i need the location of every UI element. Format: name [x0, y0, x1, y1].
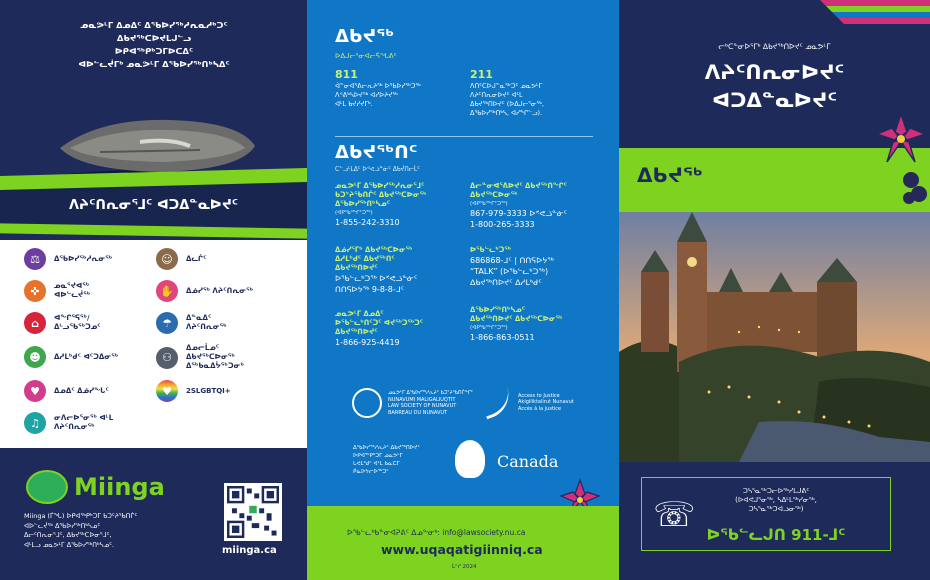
emergency-call-text: ᑐᓴᕐᓇᖅᑐᓕᐅᖅᓯᒪᒍᕕᑦ (ᐅᐊᕙᒍᕐᓂᖅ, ᓴᐃᒻᒪᖅᓯᓂᖅ, ᑐᓴᕐᓇᖅᑐᐊᓘᓂᖅ): [735, 487, 817, 513]
service-phone[interactable]: 686868-ᒧᑦ | ᑎᑎᕋᐅᔭᖅ “TALK” (ᐅᖃᓪᓚᒃᑐᖅ) ᐃᑲᔪᖅᑎᐅᔪᑦ ᐃᓱᒪᒃᑯᑦ: [470, 256, 554, 287]
scales-icon: ⚖: [24, 248, 46, 270]
services-subtitle: ᑕᓪᓗᒻᒪᐃᑦ ᐅᕝᕙᓘᓐᓃᑦ ᐃᑲᔫᑎᓕᒫᑦ: [335, 166, 420, 173]
heart-icon: ♥: [24, 380, 46, 402]
resource-label: ᐃᓐᓇᐃᑦ ᐱᔨᑦᑎᕆᓂᖅ: [186, 314, 227, 331]
resource-label: ᐃᓅᓯᖅ ᐱᔨᑦᑎᕆᓂᖅ: [186, 286, 253, 295]
resource-item: [156, 380, 286, 402]
law-society-logo: [352, 388, 473, 418]
resource-item: [156, 248, 286, 270]
resources-list: [0, 240, 307, 448]
berries-icon: [901, 168, 929, 208]
service-name: ᓄᓇᕗᒻᒥ ᐃᓄᐃᑦ ᐅᖃᓪᓚᒃᑎᑦᑐᑦ ᐊᔪᖅᑐᖅᑐᑦ ᐃᑲᔪᖅᑎᐅᔪᑦ: [335, 310, 424, 336]
help-subtitle: ᐅᐃᒍᓕᕐᓂᐊᓕᕌᖓᕕᑦ: [335, 52, 397, 60]
resources-title: ᐱᔨᑦᑎᕆᓂᕐᒧᑦ ᐊᑐᐃᓐᓇᐅᔪᑦ: [68, 198, 239, 213]
headphones-icon: ♫: [24, 412, 46, 434]
speech-bubble-icon: [26, 470, 68, 504]
resource-item: [24, 412, 154, 434]
service-phone[interactable]: 1-855-242-3310: [335, 218, 400, 227]
emergency-description: ᐱᑎᑦᑕᐅᒍᓐᓇᖅᑐᑦ ᓄᓇᕗᒻᒥ ᐱᔨᑦᑎᕆᓂᐅᔪᑦ ᐊᒻᒪ ᐃᑲᔪᖅᑎᐅᔪᑦ (ᐅᐃᒍᓕᕐᓂᖅ, ᐃᖃᐅᓯᖅᑎᒃᓴ, ᐊᓯᖏᓪᓗ).: [470, 82, 544, 117]
service-entry: [470, 182, 600, 230]
canada-wordmark: Canada: [497, 452, 559, 471]
hands-icon: ✋: [156, 280, 178, 302]
service-note: (ᐊᑭᖃᙱᑦᑐᖅ): [470, 325, 508, 331]
service-name: ᐃᖃᐅᓯᖅᑎᒃᓴᓄᑦ ᐃᑲᔪᖅᑎᐅᔪᑦ ᐃᑲᔪᖅᑕᐅᓂᖅ: [470, 306, 563, 323]
home-icon: ⌂: [24, 312, 46, 334]
service-entry: [335, 182, 465, 228]
service-entry: [335, 310, 465, 348]
help-title: ᐃᑲᔪᖅ: [335, 26, 395, 47]
resource-label: ᐃᓄᓕᒫᓄᑦ ᐃᑲᔪᖅᑕᐅᓂᖅ ᐃᖅᑲᓇᐃᔮᖅᑐᓂᒃ: [186, 344, 244, 370]
service-phone[interactable]: ᐅᖃᓪᓚᒃᑐᖅ ᐅᕝᕙᓘᓐᓃᑦ ᑎᑎᕋᐅᔭᖅ 9-8-8-ᒧᑦ: [335, 274, 418, 294]
resource-item: [24, 312, 154, 334]
emergency-call-number[interactable]: ᐅᖃᓪᓚᒍᑎ 911-ᒧᑦ: [706, 526, 846, 544]
right-panel: [619, 0, 930, 580]
cover-title: ᐱᔨᑦᑎᕆᓂᐅᔪᑦ ᐊᑐᐃᓐᓇᐅᔪᑦ: [704, 60, 845, 112]
head-icon: ☻: [24, 346, 46, 368]
resource-item: [24, 346, 154, 368]
resource-label: ᐃᓄᐃᑦ ᐃᓅᓯᖓᑦ: [54, 386, 109, 395]
miinga-logo-text: Miinga: [74, 473, 165, 501]
handshake-icon: ✜: [24, 280, 46, 302]
access-to-justice-text: Access to Justice Akigiliktalirut Nunavut Accès à la justice: [518, 392, 574, 412]
seal-icon: [352, 388, 382, 418]
divider: [335, 136, 593, 137]
middle-panel: [307, 0, 619, 580]
service-note: (ᐊᑭᖃᙱᑦᑐᖅ): [335, 210, 373, 216]
service-name: ᐃᓕᓐᓂᐊᕐᕕᐅᔪᑦ ᐃᑲᔪᖅᑎᖏᑦ ᐃᑲᔪᖅᑕᐅᓂᖅ: [470, 182, 567, 199]
resource-item: [24, 248, 154, 270]
qr-code[interactable]: [224, 483, 282, 541]
service-phone[interactable]: 1-866-863-0511: [470, 333, 535, 342]
service-name: ᓄᓇᕗᒻᒥ ᐃᖃᐅᓯᖅᓱᕆᓂᕐᒧᑦ ᑲᑐᔾᔨᖃᑎᒌᑦ ᐃᑲᔪᖅᑕᐅᓂᖅ ᐃᖃᐅᓯᖅᑎᒃᓴᓄᑦ: [335, 182, 427, 208]
flower-icon: [873, 110, 929, 170]
access-to-justice-logo: [482, 390, 574, 415]
service-entry: [470, 246, 600, 288]
contact-line[interactable]: ᐅᖃᓪᓚᒃᑲᓐᓂᐊᕈᕕᑦ ᐃᓄᖕᓂᒃ: info@lawsociety.nu.ca: [347, 528, 526, 537]
miinga-logo: [26, 470, 165, 504]
resource-item: [24, 380, 154, 402]
service-name: ᐅᖃᓪᓚᒃᑐᖅ: [470, 246, 512, 254]
resource-label: ᓂᐱᓕᐅᕐᓂᖅ ᐊᒻᒪ ᐱᔨᑦᑎᕆᓂᖅ: [54, 414, 114, 431]
service-phone[interactable]: 1-866-925-4419: [335, 338, 400, 347]
resource-item: [24, 280, 154, 302]
service-entry: [470, 306, 600, 343]
left-panel: [0, 0, 307, 580]
rainbow-heart-icon: ♥: [156, 380, 178, 402]
resource-label: 2SLGBTQI+: [186, 386, 231, 395]
service-name: ᐃᓅᓯᕐᒥᒃ ᐃᑲᔪᖅᑕᐅᓂᖅ ᐃᓱᒪᒃᑯᑦ ᐃᑲᔪᖅᑎᑦ ᐃᑲᔪᖅᑎᐅᔪᑦ: [335, 246, 413, 272]
family-icon: ☺: [156, 248, 178, 270]
service-note: (ᐊᑭᖃᙱᑦᑐᖅ): [470, 201, 508, 207]
service-phone[interactable]: 867-979-3333 ᐅᕝᕙᓘᓐᓃᑦ 1-800-265-3333: [470, 209, 568, 229]
grant-note: ᐃᖃᐅᓯᖅᓱᕆᔨᑦ ᐃᑲᔪᖅᑎᐅᔪᑦ ᐅᑭᐊᖅᑭᒃᑐᒥ ᓄᓇᕗᒻᒥ ᒐᕙᒪᒃᑯᑦ ᐊᒻᒪ ᑲᓇᑕᒥ ᑮᓇᐅᔭᓕᐅᖅᑐᑦ: [353, 445, 420, 475]
resource-label: ᐃᓱᒪᒃᑯᑦ ᐊᑦᑐᐃᓂᖅ: [54, 352, 119, 361]
resource-label: ᐃᖃᐅᓯᖅᓱᕆᓂᖅ: [54, 254, 113, 263]
miinga-url[interactable]: miinga.ca: [222, 545, 277, 556]
elder-icon: ☂: [156, 312, 178, 334]
emergency-number: 811: [335, 68, 358, 81]
parliament-photo: [619, 212, 930, 462]
services-title: ᐃᑲᔪᖅᑎᑦ: [335, 142, 418, 163]
people-icon: ⚇: [156, 347, 178, 369]
phone-icon: ☏: [653, 495, 696, 535]
emergency-description: ᐋᓐᓂᐊᕐᕕᓕᕆᔨᖅ ᐅᖃᐅᓯᖅᑐᖅ ᐱᕝᕕᒃᓴᐅᔪᖅ ᐊᓯᐅᔨᔪᖅ ᐊᒻᒪ ᑲᔪᓯᔪᒥᒃ.: [335, 82, 421, 108]
cover-label: ᐃᑲᔪᖅ: [637, 163, 703, 187]
emergency-number: 211: [470, 68, 493, 81]
cover-subtitle: ᓕᒃᑕᓐᓂᐅᕐᒥᒃ ᐃᑲᔪᖅᑎᐅᔪᑦ ᓄᓇᕗᒻᒥ: [718, 42, 831, 51]
intro-text: ᓄᓇᕗᒻᒥ ᐃᓄᐃᑦ ᐃᖃᐅᓯᖅᓱᕆᓇᓱᒃᑐᑦ ᐃᑲᔪᖅᑕᐅᔪᒪᒍᓪᓗ ᐅᑭᐊᖅᑭᒃᑐᒥᐅᑕᐃᑦ ᐊᐅᓪᓚᔫᒥᒃ ᓄᓇᕗᒻᒥ ᐃᖃᐅᓯᖅᑎᒃᓴᐃᑦ: [78, 21, 230, 70]
miinga-description: Miinga (ᒦᖓ) ᐅᑭᐊᖅᑭᒃᑐᒥ ᑲᑐᑦᔨᖃᑎᒌᑦ ᐊᐅᓪᓚᔫᖅ ᐃᖃᐅᓯᖅᑎᒃᓴᓄᑦ ᐃᓕᑦᑎᕆᓂᕐᒧᑦ, ᐃᑲᔪᖅᑕᐅᓂᕐᒧᑦ, ᐊᒻᒪᓗ ᓄᓇᕗᒻᒥ ᐃᖃᐅᓯᖅᑎᒃᓴᓄᑦ.: [24, 512, 138, 549]
resource-label: ᐃᓚᒌᑦ: [186, 254, 207, 263]
law-society-text: ᓄᓇᕗᒻᒥ ᐃᖃᐅᓯᖅᓱᕆᔨᑦ ᑲᑐᔾᔨᖃᑎᒌᖏᑦ NUNAVUMI MALIGALIUQTIT LAW SOCIETY OF NUNAVUT BARREAU DU NUNAVUT: [388, 390, 474, 416]
resource-item: [156, 344, 286, 371]
publish-date: ᒫᑦᓯ 2024: [452, 564, 477, 570]
decorative-stripes: [780, 0, 930, 32]
resource-label: ᓄᓇᕐᔪᐊᖅ ᐊᐅᓪᓚᔫᖅ: [54, 282, 91, 299]
website-link[interactable]: www.uqaqatigiinniq.ca: [381, 542, 543, 557]
resource-item: [156, 280, 286, 302]
service-entry: [335, 246, 465, 295]
swoosh-icon: [479, 386, 516, 420]
resource-label: ᐊᖏᕐᕋᖅ/ ᐃᒡᓗᖃᖅᑐᓄᑦ: [54, 314, 101, 331]
resource-item: [156, 312, 286, 334]
nunavut-coat-of-arms-icon: [455, 440, 485, 478]
